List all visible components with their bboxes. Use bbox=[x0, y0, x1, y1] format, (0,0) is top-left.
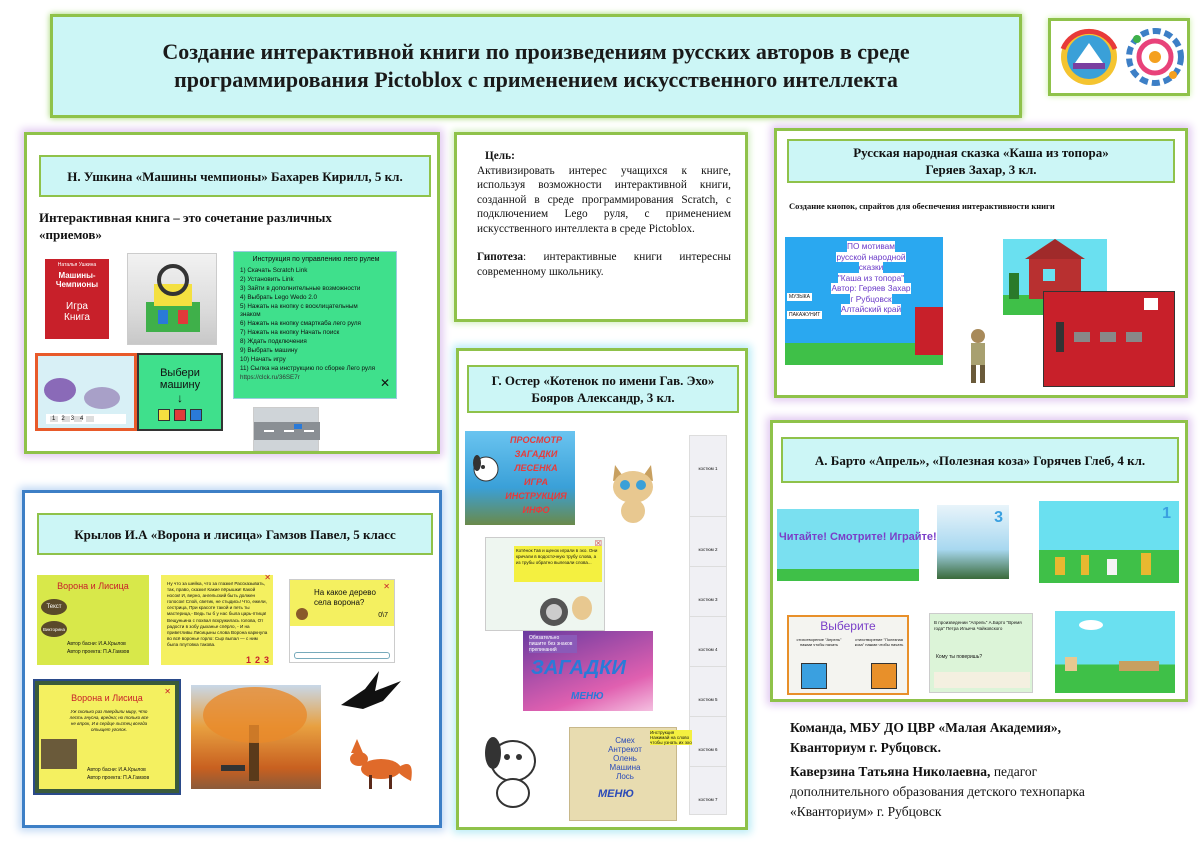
barto-sky-scene bbox=[1055, 611, 1175, 693]
costume-item[interactable]: костюм 3 bbox=[690, 567, 726, 617]
echo-word[interactable]: Смех bbox=[615, 736, 635, 745]
instruction-line: знаком bbox=[240, 311, 261, 319]
instruction-title: Инструкция по управлению лего рулем bbox=[252, 256, 380, 263]
instruction-card bbox=[233, 251, 397, 399]
echo-menu-label[interactable]: МЕНЮ bbox=[598, 788, 634, 800]
car-option[interactable] bbox=[158, 409, 170, 421]
choose-label: Выберите bbox=[820, 619, 876, 633]
hypothesis bbox=[477, 250, 731, 279]
lego-photo bbox=[127, 253, 217, 345]
book-title-2: Чемпионы bbox=[55, 280, 99, 289]
crow-avatar-icon bbox=[296, 608, 308, 620]
choose-car-card bbox=[137, 353, 223, 431]
quiz-question-2: села ворона? bbox=[314, 598, 365, 607]
kasha-subtitle: Создание кнопок, спрайтов для обеспечения интерактивности книги bbox=[789, 201, 1055, 211]
car-option[interactable] bbox=[190, 409, 202, 421]
quiz-options[interactable] bbox=[934, 672, 1030, 688]
academy-logo-icon bbox=[1051, 21, 1187, 93]
oster-dialog-scene bbox=[485, 537, 605, 631]
panel-krylov-heading: Крылов И.А «Ворона и лисица» Гамзов Павел, 5 класс bbox=[37, 513, 433, 555]
echo-word[interactable]: Олень bbox=[613, 754, 637, 763]
card-1-author: Автор басни: И.А.Крылов bbox=[67, 641, 126, 647]
slide-1-text[interactable]: Читайте! Смотрите! Играйте! bbox=[779, 531, 937, 543]
card-3-author: Автор басни: И.А.Крылов bbox=[87, 767, 146, 773]
slide-2-number: 3 bbox=[994, 509, 1003, 526]
car-option[interactable] bbox=[174, 409, 186, 421]
riddles-label[interactable]: ЗАГАДКИ bbox=[531, 657, 626, 679]
teacher-name: Каверзина Татьяна Николаевна, bbox=[790, 764, 991, 779]
page-number[interactable]: 1 bbox=[52, 416, 56, 422]
team-line-1: Команда, МБУ ДО ЦВР «Малая Академия», bbox=[790, 720, 1061, 735]
kasha-cover-text: ПО мотивам русской народной сказки "Каша из топора" Автор: Геряев Захар г Рубцовск Алтайский край bbox=[831, 241, 911, 314]
menu-item[interactable]: ЛЕСЕНКА bbox=[514, 463, 558, 473]
riddle-note: Обязательно пишите без знаков препинаний bbox=[529, 635, 577, 653]
choose-car-label: Выбери машину bbox=[159, 367, 201, 391]
quiz-text: В произведении "Апрель" А.Барто "Время года" Петра Ильича Чайковского bbox=[934, 620, 1022, 631]
krylov-poem-card bbox=[161, 575, 273, 665]
page-title: Создание интерактивной книги по произведениям русских авторов в среде программирования Pictoblox с применением искусственного интеллекта bbox=[162, 39, 910, 92]
quiz-score: 0\7 bbox=[378, 612, 388, 619]
costume-list bbox=[689, 435, 727, 815]
road-thumb bbox=[253, 407, 319, 451]
fox-icon bbox=[345, 733, 417, 793]
game-button[interactable]: Игра bbox=[66, 301, 88, 312]
slide-3-number: 1 bbox=[1162, 505, 1171, 522]
team-line-2: Кванториум г. Рубцовск. bbox=[790, 740, 941, 755]
lego-wheel-icon bbox=[128, 254, 218, 346]
quiz-ask: Кому ты поверишь? bbox=[936, 654, 983, 660]
autumn-tree-image bbox=[191, 685, 321, 789]
crow-icon bbox=[335, 665, 407, 725]
instruction-link[interactable]: https://clck.ru/36SE7r bbox=[240, 373, 300, 381]
barto-choose-card bbox=[787, 615, 909, 695]
interior-icon bbox=[1044, 292, 1174, 386]
card-3-text: Уж сколько раз твердили миру, Что лесть гнусна, вредна; но только все не впрок, И в сердце льстец всегда отыщет уголок. bbox=[69, 709, 149, 732]
page-number[interactable]: 2 bbox=[61, 416, 65, 422]
instruction-line: 2) Установить Link bbox=[240, 275, 294, 283]
menu-item[interactable]: ИНФО bbox=[522, 505, 550, 515]
tree-icon bbox=[191, 685, 321, 789]
menu-item[interactable]: ЗАГАДКИ bbox=[514, 449, 558, 459]
page-number-row bbox=[52, 416, 102, 422]
costume-item[interactable]: костюм 5 bbox=[690, 667, 726, 717]
panel-ushkina-heading: Н. Ушкина «Машины чемпионы» Бахарев Кирилл, 5 кл. bbox=[39, 155, 431, 197]
close-icon[interactable]: ✕ bbox=[383, 582, 390, 591]
instruction-line: 5) Нажать на кнопку с восклицательным bbox=[240, 302, 358, 310]
costume-item[interactable]: костюм 4 bbox=[690, 617, 726, 667]
card-1-project: Автор проекта: П.А.Гамзов bbox=[67, 649, 130, 655]
music-button[interactable]: МУЗЫКА bbox=[789, 294, 810, 300]
goal-panel bbox=[454, 132, 748, 322]
farm-scene-icon bbox=[1055, 611, 1175, 693]
oster-riddles bbox=[523, 631, 653, 711]
goal-text: Активизировать интерес учащихся к книге, используя возможности интерактивной книги, созданной в среде программирования Scratch, с подключением Lego руля, с применением искусственного интеллекта в среде Pictoblox. bbox=[477, 164, 731, 235]
menu-item[interactable]: ИНСТРУКЦИЯ bbox=[505, 491, 567, 501]
close-icon[interactable]: ✕ bbox=[379, 376, 390, 391]
costume-item[interactable]: костюм 1 bbox=[690, 436, 726, 517]
animals-icon bbox=[1051, 551, 1171, 581]
card-3-title: Ворона и Лисица bbox=[71, 693, 143, 703]
book-button[interactable]: Книга bbox=[64, 312, 90, 323]
instruction-line: 9) Выбрать машину bbox=[240, 347, 298, 355]
instruction-line: 7) Нажать на кнопку Начать поиск bbox=[240, 329, 340, 337]
poem-goat-button[interactable] bbox=[871, 663, 897, 689]
instruction-line: 8) Ждать подключения bbox=[240, 338, 307, 346]
oster-echo-card bbox=[569, 727, 692, 821]
card-3-project: Автор проекта: П.А.Гамзов bbox=[87, 775, 150, 781]
barto-slide-3 bbox=[1039, 501, 1179, 583]
quiz-question-1: На какое дерево bbox=[314, 588, 376, 597]
dialog-bubble: Котёнок Гав и щенок играли в эхо. Они кричали в водосточную трубу слова, а из трубы обратно вылезали слова... bbox=[514, 546, 602, 582]
krylov-card-3 bbox=[33, 679, 181, 795]
page-number[interactable]: 2 bbox=[254, 654, 260, 665]
panel-barto-heading: А. Барто «Апрель», «Полезная коза» Горячев Глеб, 4 кл. bbox=[781, 437, 1179, 483]
barto-slide-1 bbox=[777, 509, 937, 581]
hypothesis-label: Гипотеза bbox=[477, 251, 524, 263]
choose-left-text: стихотворение "Апрель" нажми чтобы начать bbox=[796, 637, 842, 647]
choose-right-text: стихотворение "Полезная коза" нажми чтобы начать bbox=[854, 637, 904, 647]
card-1-title: Ворона и Лисица bbox=[57, 581, 129, 591]
panel-oster-heading: Г. Остер «Котенок по имени Гав. Эхо» Бояров Александр, 3 кл. bbox=[467, 365, 739, 413]
book-author: Наталья Ушкина bbox=[57, 262, 97, 268]
page-number[interactable]: 3 bbox=[70, 416, 75, 422]
soldier-icon bbox=[959, 327, 997, 385]
krylov-quiz-card bbox=[289, 579, 395, 663]
menu-item[interactable]: ИГРА bbox=[524, 477, 548, 487]
echo-note: Инструкция Нажимай на слово чтобы узнать их эхо bbox=[650, 730, 692, 745]
fable-illustration bbox=[41, 739, 77, 769]
pipe-icon bbox=[526, 588, 596, 630]
echo-word[interactable]: Лось bbox=[616, 772, 634, 781]
hypothesis-text: : интерактивные книги интересны современному школьнику. bbox=[477, 251, 731, 278]
team-info bbox=[790, 718, 1190, 822]
poem-page-row bbox=[245, 654, 269, 665]
echo-word[interactable]: Машина bbox=[609, 763, 641, 772]
instruction-line: 11) Сылка на инструкцию по сборке Лего руля bbox=[240, 364, 376, 372]
instruction-line: 10) Начать игру bbox=[240, 355, 286, 363]
oster-menu-image bbox=[465, 431, 575, 525]
panel-krylov bbox=[22, 490, 442, 828]
instruction-line: 3) Зайти в дополнительные возможности bbox=[240, 284, 361, 292]
menu-label[interactable]: МЕНЮ bbox=[571, 691, 604, 702]
elephant-card bbox=[35, 353, 137, 431]
panel-kasha-heading: Русская народная сказка «Каша из топора» Геряев Захар, 3 кл. bbox=[787, 139, 1175, 183]
puppy-icon bbox=[469, 451, 503, 491]
teacher-role-2: дополнительного образования детского технопарка bbox=[790, 784, 1085, 799]
panel-ushkina bbox=[24, 132, 440, 454]
logo bbox=[1048, 18, 1190, 96]
panel-oster bbox=[456, 348, 748, 830]
echo-words bbox=[600, 736, 650, 781]
title-banner bbox=[50, 14, 1022, 118]
poem-april-button[interactable] bbox=[801, 663, 827, 689]
road-icon bbox=[254, 408, 320, 452]
close-icon[interactable]: ✕ bbox=[164, 687, 171, 696]
close-icon[interactable]: ☒ bbox=[594, 539, 602, 548]
page-number[interactable]: 1 bbox=[245, 654, 251, 665]
answer-input[interactable] bbox=[294, 652, 390, 659]
oster-menu-list bbox=[501, 433, 571, 517]
arrow-down-icon: ↓ bbox=[177, 391, 183, 405]
costume-item[interactable]: костюм 2 bbox=[690, 517, 726, 567]
panel-barto bbox=[770, 420, 1188, 702]
puppy-icon bbox=[477, 731, 549, 809]
page-number[interactable]: 4 bbox=[80, 416, 84, 422]
poem-text: Ну что за шейка, что за глазки! Рассказывать, так, право, сказки! Какие пёрышки! Какой носок! И, верно, ангельский быть должен голосок! Спой, светик, не стыдись! Что, ежели, сестрица, При красоте такой и петь ты мастерица,- Ведь ты б у нас была царь-птица! Вещуньина с похвал вскружилась голова, От радости в зобу дыханье спёрло, - И на приветливы Лисицыны слова Ворона каркнула во всё воронье горло: Сыр выпал — с ним была плутовка такова. bbox=[167, 581, 268, 647]
intro-text: Интерактивная книга – это сочетание различных «приемов» bbox=[39, 210, 332, 242]
barto-quiz-card bbox=[929, 613, 1033, 693]
instruction-line: 1) Скачать Scratch Link bbox=[240, 266, 308, 274]
panel-kasha bbox=[774, 128, 1188, 398]
costume-item[interactable]: костюм 6 bbox=[690, 717, 726, 767]
quiz-button[interactable]: Викторина bbox=[41, 621, 67, 637]
instruction-line: 4) Выбрать Lego Wedo 2.0 bbox=[240, 293, 318, 301]
krylov-card-1 bbox=[37, 575, 149, 665]
teacher-role-3: «Кванториум» г. Рубцовск bbox=[790, 804, 942, 819]
barto-slide-2 bbox=[937, 505, 1009, 579]
text-button[interactable]: Текст bbox=[41, 599, 67, 615]
kasha-interior bbox=[1043, 291, 1175, 387]
instruction-line: 6) Нажать на кнопку смарткаба лего руля bbox=[240, 320, 361, 328]
close-icon[interactable]: ✕ bbox=[264, 573, 271, 582]
menu-item[interactable]: ПРОСМОТР bbox=[510, 435, 562, 445]
goal-label: Цель: bbox=[485, 150, 515, 162]
echo-word[interactable]: Антрекот bbox=[608, 745, 642, 754]
kasha-cover bbox=[785, 237, 943, 365]
costume-item[interactable]: костюм 7 bbox=[698, 797, 718, 802]
book-title-1: Машины- bbox=[58, 271, 96, 280]
page-number[interactable]: 3 bbox=[263, 654, 269, 665]
kitten-icon bbox=[607, 461, 659, 525]
teacher-role-1: педагог bbox=[990, 764, 1038, 779]
book-cover[interactable] bbox=[45, 259, 109, 339]
next-button[interactable]: ПАКАЖУНИТ bbox=[789, 312, 821, 318]
